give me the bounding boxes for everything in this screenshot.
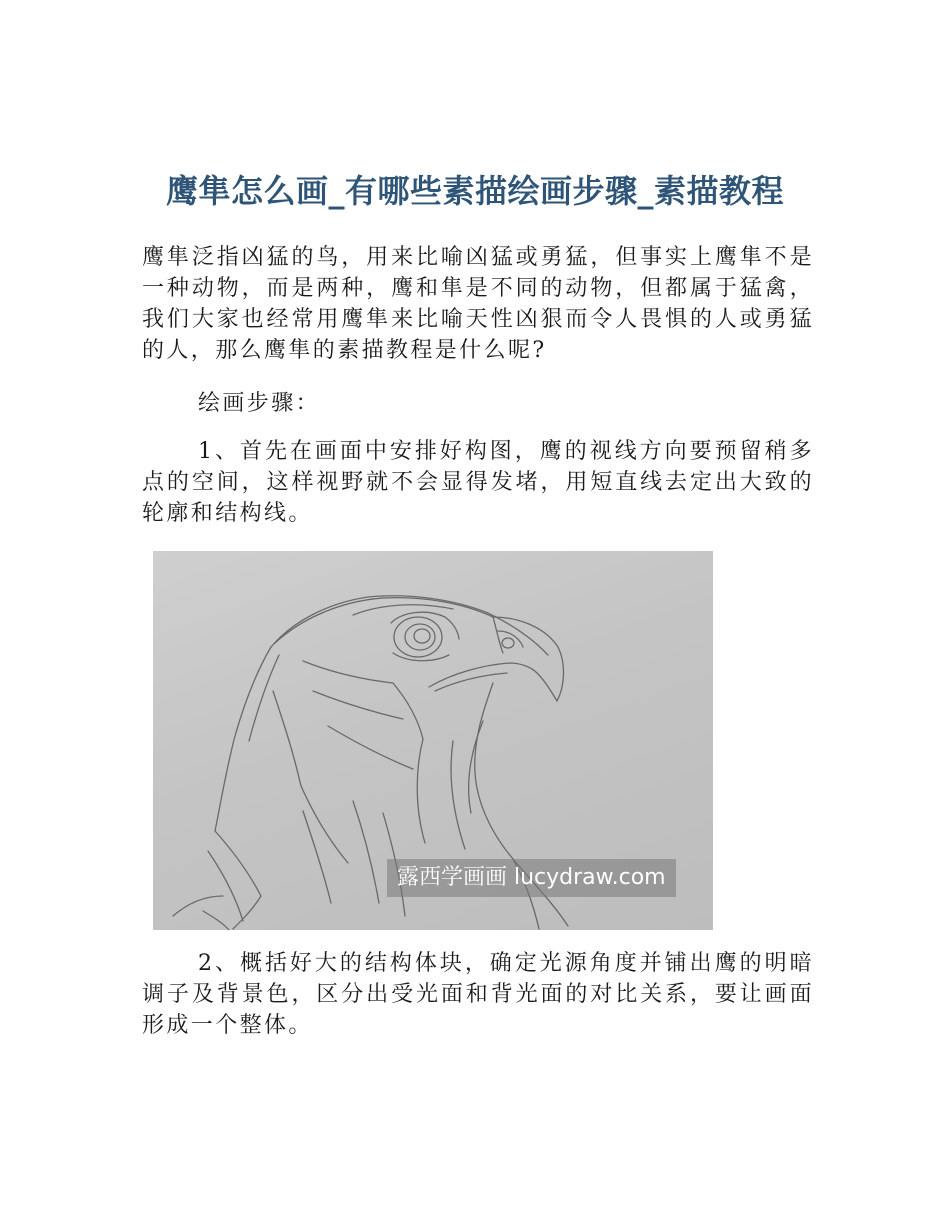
intro-paragraph: 鹰隼泛指凶猛的鸟，用来比喻凶猛或勇猛，但事实上鹰隼不是一种动物，而是两种，鹰和隼是不同的动物，但都属于猛禽，我们大家也经常用鹰隼来比喻天性凶狠而令人畏惧的人或勇猛的人，那么鹰隼的素描教程是什么呢? — [142, 245, 814, 363]
step-2-paragraph: 2、概括好大的结构体块，确定光源角度并铺出鹰的明暗调子及背景色，区分出受光面和背光面的对比关系，要让画面形成一个整体。 — [142, 951, 814, 1038]
steps-heading: 绘画步骤： — [198, 391, 321, 416]
page-title: 鹰隼怎么画_有哪些素描绘画步骤_素描教程 — [165, 172, 784, 211]
step-1-paragraph: 1、首先在画面中安排好构图，鹰的视线方向要预留稍多点的空间，这样视野就不会显得发堵，用短直线去定出大致的轮廓和结构线。 — [142, 439, 814, 526]
watermark-label: 露西学画画 lucydraw.com — [387, 859, 676, 897]
eagle-sketch-image — [153, 551, 713, 930]
